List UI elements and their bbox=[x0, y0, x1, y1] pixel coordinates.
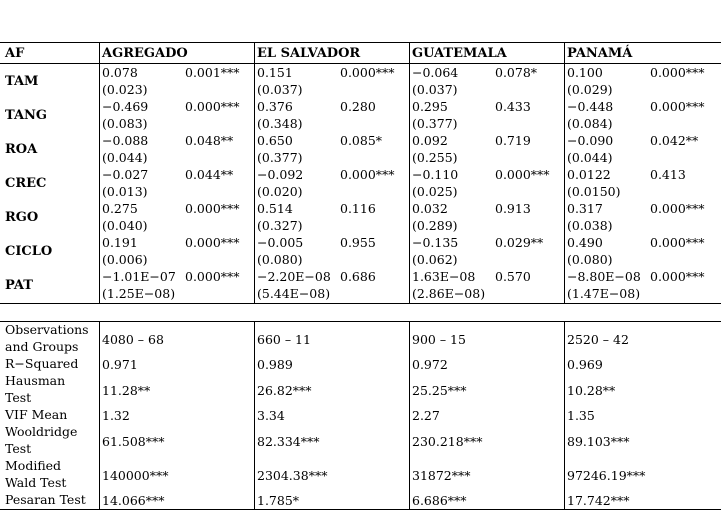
standard-error: (5.44E−08) bbox=[257, 286, 331, 301]
stat-value: 4080 – 68 bbox=[102, 331, 164, 347]
stat-value: 900 – 15 bbox=[412, 331, 466, 347]
coefficient-value: −0.088 bbox=[102, 133, 149, 148]
coefficient-value: 0.317 bbox=[567, 201, 603, 216]
p-value: 0.000*** bbox=[185, 99, 240, 114]
column-divider bbox=[409, 321, 410, 509]
stat-value: 2304.38*** bbox=[257, 467, 328, 483]
stat-value: 2.27 bbox=[412, 408, 440, 423]
p-value: 0.686 bbox=[340, 269, 376, 284]
stat-value: 0.969 bbox=[567, 357, 603, 372]
table-top-rule bbox=[0, 42, 721, 43]
stat-value: 14.066*** bbox=[102, 493, 165, 508]
p-value: 0.042** bbox=[650, 133, 699, 148]
column-header: GUATEMALA bbox=[412, 46, 507, 61]
table-bottom-rule bbox=[0, 509, 721, 510]
row-label: TANG bbox=[5, 108, 48, 123]
standard-error: (0.020) bbox=[257, 184, 303, 199]
stat-value: 0.972 bbox=[412, 357, 448, 372]
column-divider bbox=[564, 43, 565, 303]
stat-value: 25.25*** bbox=[412, 382, 467, 398]
p-value: 0.078* bbox=[495, 65, 538, 80]
column-header: AGREGADO bbox=[102, 46, 188, 61]
standard-error: (0.044) bbox=[567, 150, 613, 165]
stat-label: Wooldridge bbox=[5, 424, 78, 439]
coefficient-value: −0.064 bbox=[412, 65, 459, 80]
coefficients-bottom-rule bbox=[0, 303, 721, 304]
p-value: 0.044** bbox=[185, 167, 234, 182]
p-value: 0.000*** bbox=[185, 235, 240, 250]
p-value: 0.000*** bbox=[340, 167, 395, 182]
coefficient-value: 0.514 bbox=[257, 201, 293, 216]
stats-top-rule bbox=[0, 321, 721, 322]
standard-error: (0.044) bbox=[102, 150, 148, 165]
stat-label: R−Squared bbox=[5, 356, 79, 371]
p-value: 0.000*** bbox=[495, 167, 550, 182]
standard-error: (0.040) bbox=[102, 218, 148, 233]
row-label: PAT bbox=[5, 278, 33, 293]
p-value: 0.719 bbox=[495, 133, 531, 148]
p-value: 0.048** bbox=[185, 133, 234, 148]
stat-label: VIF Mean bbox=[5, 407, 68, 422]
coefficient-value: −0.469 bbox=[102, 99, 149, 114]
p-value: 0.085* bbox=[340, 133, 383, 148]
stat-value: 2520 – 42 bbox=[567, 331, 629, 347]
stat-label: and Groups bbox=[5, 338, 79, 354]
stat-value: 26.82*** bbox=[257, 382, 312, 398]
stat-value: 10.28** bbox=[567, 382, 616, 398]
stat-value: 6.686*** bbox=[412, 493, 467, 508]
coefficient-value: −8.80E−08 bbox=[567, 269, 641, 284]
coefficient-value: 0.191 bbox=[102, 235, 138, 250]
coefficient-value: 0.490 bbox=[567, 235, 603, 250]
standard-error: (0.377) bbox=[257, 150, 303, 165]
stat-value: 1.785* bbox=[257, 493, 300, 508]
standard-error: (0.037) bbox=[412, 82, 458, 97]
stat-label: Test bbox=[5, 389, 32, 405]
stat-value: 660 – 11 bbox=[257, 331, 311, 347]
standard-error: (1.47E−08) bbox=[567, 286, 641, 301]
p-value: 0.116 bbox=[340, 201, 376, 216]
stat-value: 17.742*** bbox=[567, 493, 630, 508]
standard-error: (0.0150) bbox=[567, 184, 621, 199]
coefficient-value: −2.20E−08 bbox=[257, 269, 331, 284]
p-value: 0.280 bbox=[340, 99, 376, 114]
coefficient-value: 0.376 bbox=[257, 99, 293, 114]
row-label: RGO bbox=[5, 210, 39, 225]
coefficient-value: −1.01E−07 bbox=[102, 269, 176, 284]
standard-error: (0.255) bbox=[412, 150, 458, 165]
standard-error: (2.86E−08) bbox=[412, 286, 486, 301]
coefficient-value: 0.275 bbox=[102, 201, 138, 216]
stat-value: 0.971 bbox=[102, 357, 138, 372]
coefficient-value: −0.135 bbox=[412, 235, 459, 250]
stat-value: 97246.19*** bbox=[567, 467, 646, 483]
column-divider bbox=[99, 321, 100, 509]
coefficient-value: 1.63E−08 bbox=[412, 269, 476, 284]
stat-value: 3.34 bbox=[257, 408, 285, 423]
p-value: 0.000*** bbox=[185, 269, 240, 284]
row-label: TAM bbox=[5, 74, 39, 89]
column-header: AF bbox=[5, 46, 25, 61]
standard-error: (0.377) bbox=[412, 116, 458, 131]
row-label: CICLO bbox=[5, 244, 53, 259]
stat-value: 1.32 bbox=[102, 408, 130, 423]
coefficient-value: 0.032 bbox=[412, 201, 448, 216]
row-label: ROA bbox=[5, 142, 38, 157]
standard-error: (0.084) bbox=[567, 116, 613, 131]
coefficient-value: 0.0122 bbox=[567, 167, 611, 182]
standard-error: (0.062) bbox=[412, 252, 458, 267]
column-divider bbox=[254, 43, 255, 303]
stat-value: 89.103*** bbox=[567, 433, 630, 449]
standard-error: (0.289) bbox=[412, 218, 458, 233]
stat-label: Hausman bbox=[5, 373, 66, 388]
column-divider bbox=[99, 43, 100, 303]
stat-label: Modified bbox=[5, 458, 62, 473]
standard-error: (0.037) bbox=[257, 82, 303, 97]
p-value: 0.000*** bbox=[650, 235, 705, 250]
standard-error: (0.029) bbox=[567, 82, 613, 97]
p-value: 0.913 bbox=[495, 201, 531, 216]
p-value: 0.000*** bbox=[340, 65, 395, 80]
p-value: 0.000*** bbox=[650, 201, 705, 216]
stat-label: Test bbox=[5, 440, 32, 456]
stat-value: 1.35 bbox=[567, 408, 595, 423]
stat-value: 82.334*** bbox=[257, 433, 320, 449]
standard-error: (0.038) bbox=[567, 218, 613, 233]
column-divider bbox=[409, 43, 410, 303]
standard-error: (0.083) bbox=[102, 116, 148, 131]
p-value: 0.413 bbox=[650, 167, 686, 182]
coefficient-value: 0.092 bbox=[412, 133, 448, 148]
stat-label: Wald Test bbox=[5, 474, 67, 490]
p-value: 0.000*** bbox=[650, 99, 705, 114]
p-value: 0.001*** bbox=[185, 65, 240, 80]
coefficient-value: −0.092 bbox=[257, 167, 304, 182]
p-value: 0.000*** bbox=[650, 269, 705, 284]
p-value: 0.000*** bbox=[650, 65, 705, 80]
p-value: 0.029** bbox=[495, 235, 544, 250]
stat-value: 61.508*** bbox=[102, 433, 165, 449]
p-value: 0.955 bbox=[340, 235, 376, 250]
row-label: CREC bbox=[5, 176, 47, 191]
coefficient-value: 0.151 bbox=[257, 65, 293, 80]
coefficient-value: −0.448 bbox=[567, 99, 614, 114]
standard-error: (0.348) bbox=[257, 116, 303, 131]
stat-value: 0.989 bbox=[257, 357, 293, 372]
p-value: 0.570 bbox=[495, 269, 531, 284]
coefficient-value: 0.295 bbox=[412, 99, 448, 114]
column-header: PANAMÁ bbox=[567, 46, 633, 61]
standard-error: (0.327) bbox=[257, 218, 303, 233]
column-divider bbox=[564, 321, 565, 509]
coefficient-value: 0.078 bbox=[102, 65, 138, 80]
stat-value: 140000*** bbox=[102, 467, 169, 483]
standard-error: (0.006) bbox=[102, 252, 148, 267]
stat-label: Observations bbox=[5, 322, 89, 337]
coefficient-value: 0.100 bbox=[567, 65, 603, 80]
standard-error: (0.080) bbox=[567, 252, 613, 267]
standard-error: (0.025) bbox=[412, 184, 458, 199]
p-value: 0.433 bbox=[495, 99, 531, 114]
coefficient-value: −0.027 bbox=[102, 167, 149, 182]
p-value: 0.000*** bbox=[185, 201, 240, 216]
coefficient-value: −0.090 bbox=[567, 133, 614, 148]
standard-error: (0.023) bbox=[102, 82, 148, 97]
column-header: EL SALVADOR bbox=[257, 46, 361, 61]
coefficient-value: 0.650 bbox=[257, 133, 293, 148]
column-divider bbox=[254, 321, 255, 509]
standard-error: (0.080) bbox=[257, 252, 303, 267]
stat-value: 31872*** bbox=[412, 467, 471, 483]
standard-error: (1.25E−08) bbox=[102, 286, 176, 301]
coefficient-value: −0.110 bbox=[412, 167, 459, 182]
stat-value: 11.28** bbox=[102, 382, 151, 398]
stat-label: Pesaran Test bbox=[5, 492, 86, 507]
standard-error: (0.013) bbox=[102, 184, 148, 199]
coefficient-value: −0.005 bbox=[257, 235, 304, 250]
stat-value: 230.218*** bbox=[412, 433, 483, 449]
